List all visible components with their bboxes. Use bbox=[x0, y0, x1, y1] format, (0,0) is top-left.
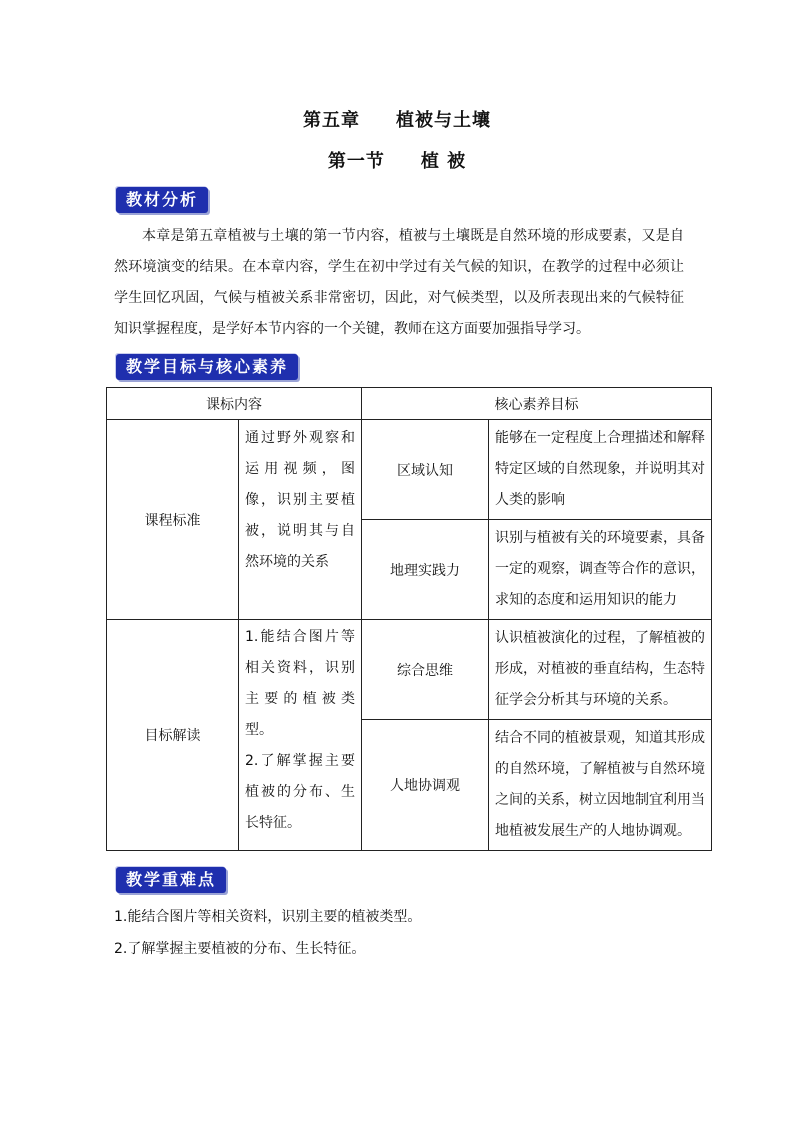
table-header-row bbox=[107, 388, 712, 420]
interpretation-content bbox=[239, 620, 362, 851]
literacy-name: 综合思维 bbox=[362, 620, 489, 720]
literacy-desc: 识别与植被有关的环境要素，具备一定的观察，调查等合作的意识，求知的态度和运用知识的能力 bbox=[489, 520, 712, 620]
standard-content: 通过野外观察和运用视频，图像，识别主要植被，说明其与自然环境的关系 bbox=[239, 420, 362, 620]
section-number: 第一节 bbox=[327, 151, 385, 172]
analysis-paragraph bbox=[114, 221, 684, 345]
interpretation-item: 2.了解掌握主要植被的分布、生长特征。 bbox=[245, 753, 355, 831]
row-label-standard: 课程标准 bbox=[107, 420, 239, 620]
literacy-desc: 结合不同的植被景观，知道其形成的自然环境，了解植被与自然环境之间的关系，树立因地制宜利用当地植被发展生产的人地协调观。 bbox=[489, 720, 712, 851]
analysis-banner: 教材分析 bbox=[116, 187, 208, 213]
key-point-item: 2.了解掌握主要植被的分布、生长特征。 bbox=[114, 941, 366, 957]
chapter-name: 植被与土壤 bbox=[396, 110, 491, 131]
row-label-interpretation: 目标解读 bbox=[107, 620, 239, 851]
goals-banner: 教学目标与核心素养 bbox=[116, 354, 298, 380]
analysis-text: 本章是第五章植被与土壤的第一节内容，植被与土壤既是自然环境的形成要素，又是自然环境演变的结果。在本章内容，学生在初中学过有关气候的知识，在教学的过程中必须让学生回忆巩固，气候与植被关系非常密切，因此，对气候类型，以及所表现出来的气候特征知识掌握程度，是学好本节内容的一个关键，教师在这方面要加强指导学习。 bbox=[114, 228, 684, 337]
section-name: 植 被 bbox=[420, 151, 467, 172]
chapter-title bbox=[0, 106, 794, 132]
header-literacy: 核心素养目标 bbox=[362, 388, 712, 420]
literacy-name: 人地协调观 bbox=[362, 720, 489, 851]
interpretation-item: 1.能结合图片等相关资料，识别主要的植被类型。 bbox=[245, 629, 355, 738]
literacy-name: 区域认知 bbox=[362, 420, 489, 520]
literacy-desc: 能够在一定程度上合理描述和解释特定区域的自然现象，并说明其对人类的影响 bbox=[489, 420, 712, 520]
chapter-number: 第五章 bbox=[303, 110, 360, 131]
section-title bbox=[0, 147, 794, 173]
literacy-name: 地理实践力 bbox=[362, 520, 489, 620]
table-row bbox=[107, 420, 712, 520]
goals-table bbox=[106, 387, 712, 851]
table-row bbox=[107, 620, 712, 720]
header-standard: 课标内容 bbox=[107, 388, 362, 420]
key-points-banner: 教学重难点 bbox=[116, 867, 226, 893]
key-point-item: 1.能结合图片等相关资料，识别主要的植被类型。 bbox=[114, 909, 422, 925]
literacy-desc: 认识植被演化的过程，了解植被的形成，对植被的垂直结构，生态特征学会分析其与环境的关系。 bbox=[489, 620, 712, 720]
